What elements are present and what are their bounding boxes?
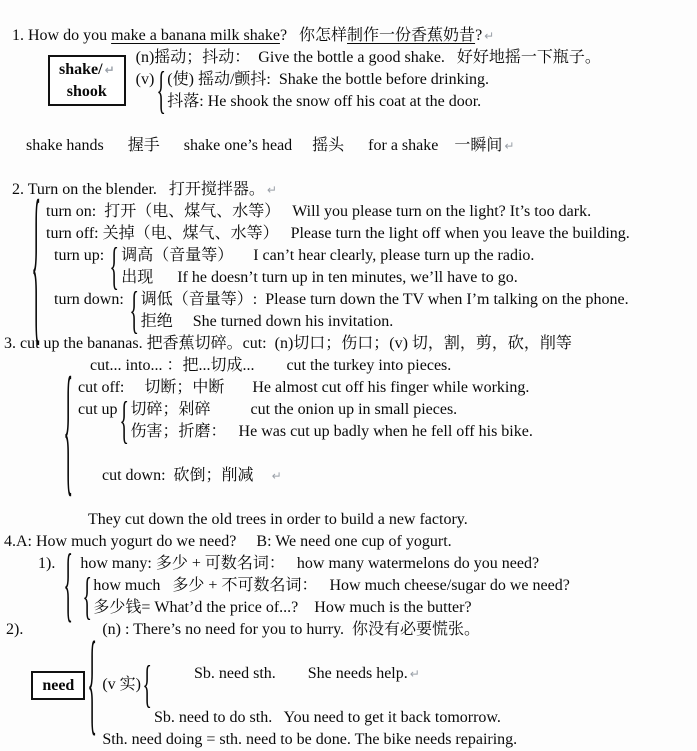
shake-verb-label: (v)	[135, 71, 155, 88]
turn-up-sense1: 调高（音量等） I can’t hear clearly, please turn up the radio.	[121, 247, 535, 264]
turn-down-sense1: 调低（音量等）: Please turn down the TV when I’m talking on the phone.	[140, 291, 629, 308]
cut-into-line: cut... into... ：把...切成... cut the turkey into pieces.	[90, 357, 452, 374]
item2-title	[4, 157, 695, 201]
brace	[154, 61, 167, 119]
sub-item1-label: 1).	[38, 555, 56, 572]
item1-title-underlined-en: make a banana milk shake	[111, 27, 280, 44]
brace-glyph: {	[110, 237, 120, 295]
brace	[108, 237, 121, 295]
brace	[128, 281, 141, 339]
shake-verb-group	[135, 61, 601, 119]
need-pattern1	[154, 641, 501, 707]
brace-glyph: {	[156, 61, 166, 119]
turn-down-sense2: 拒绝 She turned down his invitation.	[140, 313, 394, 330]
need-verb-patterns	[154, 641, 501, 729]
shake-noun-line: (n)摇动；抖动： Give the bottle a good shake. 好好地摇一下瓶子。	[135, 49, 601, 66]
item3-title: 3. cut up the bananas. 把香蕉切碎。cut: (n)切口；伤口；(v) 切，割，剪，砍，削等	[4, 335, 572, 352]
shake-verb-senses	[167, 69, 489, 113]
cut-up-group	[78, 391, 533, 449]
cut-down-text: cut down: 砍倒；削减	[102, 467, 270, 484]
shake-box-word: shake/	[59, 60, 103, 78]
shake-block	[48, 47, 695, 119]
need-noun-line: (n) : There’s no need for you to hurry. 你没有必要慌张。	[102, 621, 481, 638]
brace	[85, 619, 98, 747]
shake-box-line1	[59, 59, 115, 81]
brace-glyph: {	[82, 567, 92, 625]
brace-glyph: {	[63, 348, 74, 511]
cut-group	[62, 348, 695, 511]
cut-up-sense1: 切碎；剁碎 cut the onion up in small pieces.	[130, 401, 458, 418]
turn-up-group	[54, 237, 630, 295]
cut-up-label: cut up	[78, 401, 118, 418]
cut-off-line: cut off: 切断；中断 He almost cut off his finger while working.	[78, 379, 530, 396]
cut-down-example-line: They cut down the old trees in order to build a new factory.	[88, 511, 468, 528]
how-many-line: how many: 多少 + 可数名词： how many watermelons do you need?	[80, 555, 540, 572]
turn-down-group	[54, 281, 630, 339]
cut-up-sense2: 伤害；折磨： He was cut up badly when he fell off his bike.	[130, 423, 533, 440]
brace	[141, 655, 154, 713]
need-entries	[102, 619, 517, 751]
how-much-senses	[93, 575, 569, 619]
how-much-subgroup	[80, 567, 570, 625]
item1-title-underlined-zh: 制作一份香蕉奶昔	[347, 27, 476, 44]
brace	[62, 348, 75, 511]
item4-title: 4.A: How much yogurt do we need? B: We need one cup of yogurt.	[4, 533, 452, 550]
need-pattern1-text: Sb. need sth. She needs help.	[194, 665, 408, 682]
need-pattern3: Sth. need doing = sth. need to be done. The bike needs repairing.	[102, 731, 518, 748]
turn-down-senses	[141, 289, 629, 333]
paragraph-mark: ↵	[409, 667, 420, 681]
turn-up-sense2: 出现 If he doesn’t turn up in ten minutes, we’ll have to go.	[121, 269, 518, 286]
paragraph-mark: ↵	[266, 183, 277, 197]
turn-off-line: turn off: 关掉（电、煤气、水等） Please turn the light off when you leave the building.	[46, 225, 630, 242]
cut-entries	[78, 355, 533, 509]
brace-glyph: {	[129, 281, 139, 339]
need-group	[6, 619, 695, 751]
paragraph-mark: ↵	[104, 62, 115, 77]
paragraph-mark: ↵	[484, 29, 495, 43]
item1-title-mid: ? 你怎样	[279, 27, 348, 44]
need-word-box	[31, 671, 85, 700]
shake-word-box	[48, 55, 126, 106]
item2-title-text: 2. Turn on the blender. 打开搅拌器。	[12, 181, 265, 198]
need-box-word: need	[42, 676, 75, 694]
item1-title-pre: 1. How do you	[12, 27, 112, 44]
paragraph-mark: ↵	[504, 139, 515, 153]
shake-phrases: shake hands 握手 shake one’s head 摇头 for a shake 一瞬间	[26, 137, 503, 154]
how-entries	[80, 553, 570, 625]
item1-title-end: ?	[475, 27, 483, 44]
turn-entries	[46, 201, 630, 339]
item1-title	[4, 3, 695, 47]
need-verb-label: (v 实)	[102, 676, 141, 693]
shake-box-line2: shook	[66, 82, 107, 100]
brace	[118, 391, 131, 449]
shake-definitions	[135, 47, 601, 119]
paragraph-mark: ↵	[271, 469, 282, 483]
turn-down-label: turn down:	[54, 291, 128, 308]
need-verb-group	[102, 641, 517, 729]
cut-up-senses	[131, 399, 533, 443]
turn-up-label: turn up:	[54, 247, 109, 264]
brace-glyph: {	[87, 619, 97, 747]
brace-glyph: {	[142, 655, 153, 713]
turn-on-line: turn on: 打开（电、煤气、水等） Will you please turn on the light? It’s too dark.	[46, 203, 592, 220]
how-much-sense2: 多少钱= What’d the price of...? How much is the butter?	[93, 599, 472, 616]
cut-down-line	[78, 443, 533, 509]
shake-verb-sense2: 抖落: He shook the snow off his coat at the door.	[167, 93, 482, 110]
brace-glyph: {	[31, 165, 42, 363]
brace	[61, 538, 74, 631]
brace	[80, 567, 93, 625]
how-much-sense1: how much 多少 + 不可数名词： How much cheese/sugar do we need?	[93, 577, 570, 594]
turn-up-senses	[121, 245, 534, 289]
need-pattern2: Sb. need to do sth. You need to get it back tomorrow.	[154, 709, 501, 726]
brace-glyph: {	[63, 538, 73, 631]
brace-glyph: {	[119, 391, 129, 449]
shake-phrases-line	[18, 113, 695, 157]
shake-verb-sense1: (使) 摇动/颤抖: Shake the bottle before drinking.	[167, 71, 490, 88]
brace	[30, 165, 43, 363]
sub-item2-label: 2).	[6, 621, 24, 638]
